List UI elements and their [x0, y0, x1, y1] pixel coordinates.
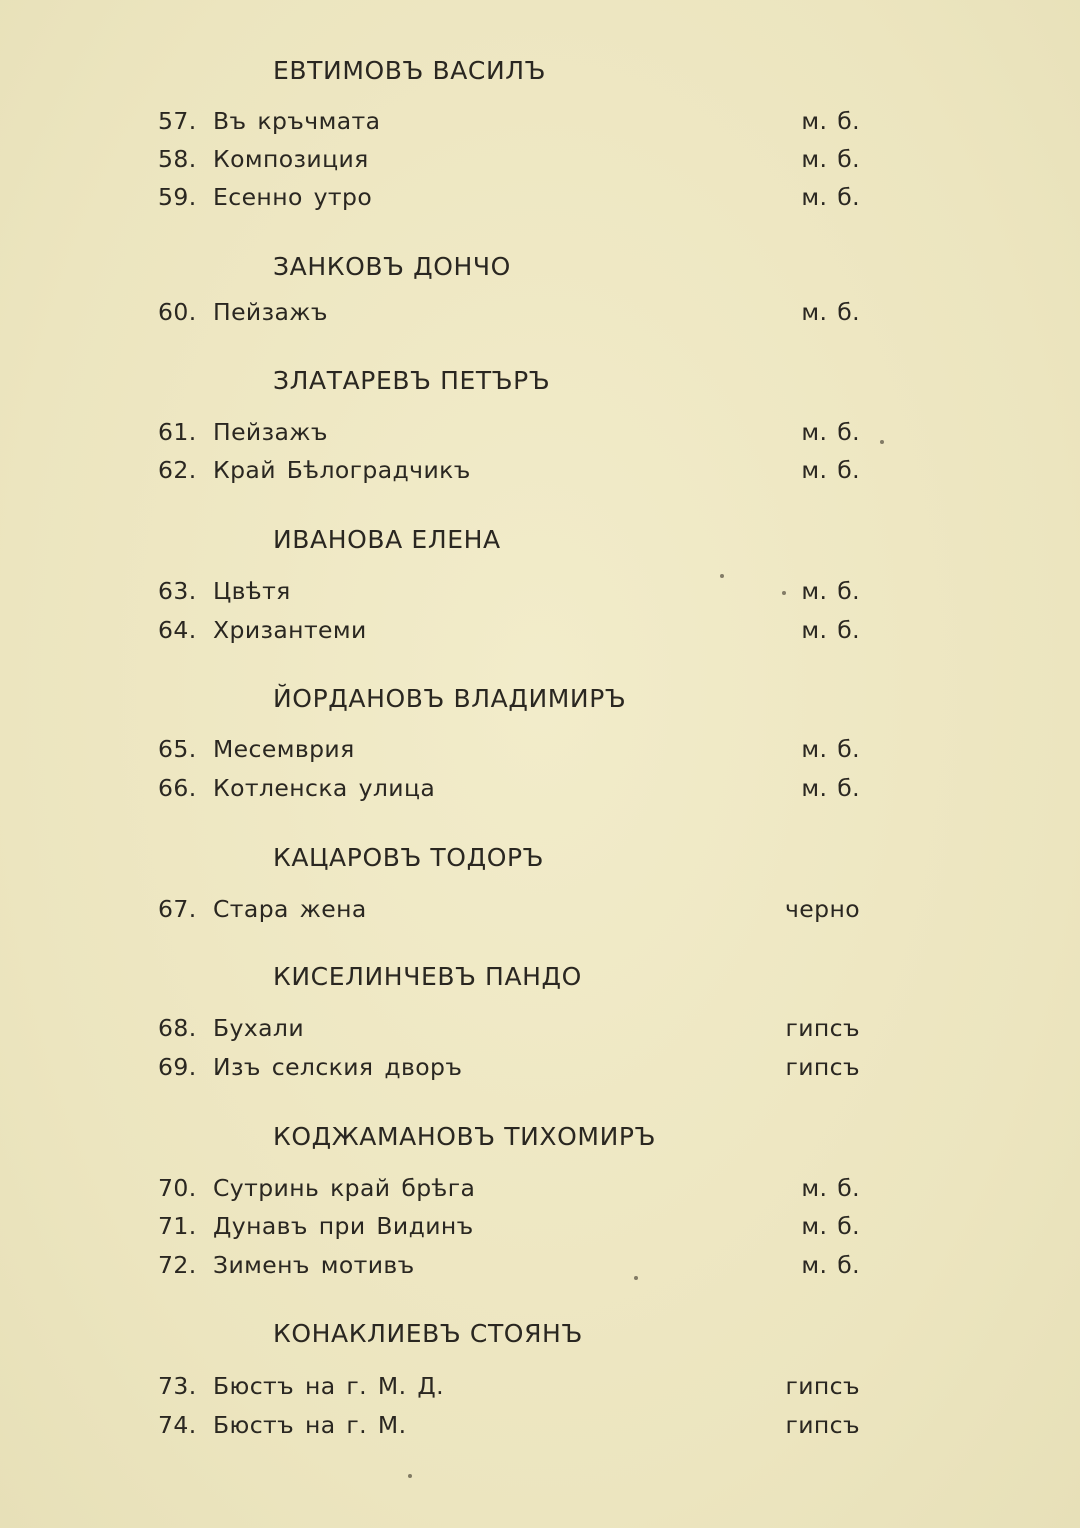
entry-medium: м. б.: [801, 456, 860, 484]
entry-title: Хризантеми: [213, 616, 367, 644]
entry-medium: м. б.: [801, 1251, 860, 1279]
artist-heading: ЕВТИМОВЪ ВАСИЛЪ: [273, 56, 547, 85]
catalog-entry: [158, 1250, 860, 1280]
artist-heading: ЗАНКОВЪ ДОНЧО: [273, 252, 511, 281]
entry-medium: черно: [784, 895, 860, 923]
entry-medium: гипсъ: [785, 1411, 860, 1439]
entry-medium: м. б.: [801, 107, 860, 135]
entry-title: Пейзажъ: [213, 298, 328, 326]
catalog-entry: [158, 182, 860, 212]
entry-medium: гипсъ: [785, 1372, 860, 1400]
entry-number: 62.: [158, 456, 197, 484]
entry-title: Месемврия: [213, 735, 355, 763]
catalog-entry: [158, 1013, 860, 1043]
entry-title: Зименъ мотивъ: [213, 1251, 415, 1279]
entry-medium: м. б.: [801, 616, 860, 644]
entry-number: 73.: [158, 1372, 197, 1400]
entry-number: 58.: [158, 145, 197, 173]
catalog-entry: [158, 894, 860, 924]
artist-heading: КАЦАРОВЪ ТОДОРЪ: [273, 843, 545, 872]
entry-title: Цвѣтя: [213, 577, 291, 605]
entry-number: 57.: [158, 107, 197, 135]
entry-title: Край Бѣлоградчикъ: [213, 456, 471, 484]
entry-title: Сутринь край брѣга: [213, 1174, 476, 1202]
entry-number: 59.: [158, 183, 197, 211]
entry-medium: м. б.: [801, 183, 860, 211]
catalog-entry: [158, 734, 860, 764]
entry-title: Бухали: [213, 1014, 305, 1042]
entry-title: Стара жена: [213, 895, 367, 923]
entry-number: 64.: [158, 616, 197, 644]
entry-medium: м. б.: [801, 774, 860, 802]
paper-speck: [782, 591, 786, 595]
catalog-entry: [158, 1052, 860, 1082]
entry-number: 68.: [158, 1014, 197, 1042]
catalog-entry: [158, 417, 860, 447]
entry-title: Въ кръчмата: [213, 107, 381, 135]
artist-heading: КОНАКЛИЕВЪ СТОЯНЪ: [273, 1319, 583, 1348]
entry-number: 61.: [158, 418, 197, 446]
entry-number: 67.: [158, 895, 197, 923]
entry-number: 65.: [158, 735, 197, 763]
entry-title: Есенно утро: [213, 183, 373, 211]
entry-number: 63.: [158, 577, 197, 605]
entry-title: Пейзажъ: [213, 418, 328, 446]
artist-heading: КОДЖАМАНОВЪ ТИХОМИРЪ: [273, 1122, 656, 1151]
entry-title: Изъ селския дворъ: [213, 1053, 463, 1081]
catalog-entry: [158, 1173, 860, 1203]
catalog-entry: [158, 1211, 860, 1241]
entry-title: Котленска улица: [213, 774, 436, 802]
paper-speck: [880, 440, 884, 444]
artist-heading: КИСЕЛИНЧЕВЪ ПАНДО: [273, 962, 582, 991]
entry-number: 72.: [158, 1251, 197, 1279]
paper-speck: [720, 574, 724, 578]
entry-title: Композиция: [213, 145, 369, 173]
catalog-entry: [158, 1371, 860, 1401]
entry-medium: м. б.: [801, 577, 860, 605]
entry-title: Бюстъ на г. М. Д.: [213, 1372, 444, 1400]
entry-medium: гипсъ: [785, 1053, 860, 1081]
entry-number: 70.: [158, 1174, 197, 1202]
catalog-entry: [158, 455, 860, 485]
entry-medium: м. б.: [801, 1174, 860, 1202]
catalog-entry: [158, 297, 860, 327]
entry-medium: м. б.: [801, 735, 860, 763]
entry-number: 74.: [158, 1411, 197, 1439]
entry-medium: м. б.: [801, 1212, 860, 1240]
entry-number: 60.: [158, 298, 197, 326]
artist-heading: ИВАНОВА ЕЛЕНА: [273, 525, 501, 554]
catalog-entry: [158, 1410, 860, 1440]
entry-number: 69.: [158, 1053, 197, 1081]
entry-medium: м. б.: [801, 145, 860, 173]
entry-number: 66.: [158, 774, 197, 802]
entry-medium: гипсъ: [785, 1014, 860, 1042]
catalog-entry: [158, 615, 860, 645]
entry-medium: м. б.: [801, 298, 860, 326]
catalog-entry: [158, 773, 860, 803]
paper-speck: [408, 1474, 412, 1478]
entry-title: Бюстъ на г. М.: [213, 1411, 407, 1439]
entry-number: 71.: [158, 1212, 197, 1240]
catalog-entry: [158, 144, 860, 174]
catalog-entry: [158, 106, 860, 136]
paper-speck: [634, 1276, 638, 1280]
entry-title: Дунавъ при Видинъ: [213, 1212, 474, 1240]
entry-medium: м. б.: [801, 418, 860, 446]
catalog-entry: [158, 576, 860, 606]
artist-heading: ЗЛАТАРЕВЪ ПЕТЪРЪ: [273, 366, 551, 395]
artist-heading: ЙОРДАНОВЪ ВЛАДИМИРЪ: [273, 684, 627, 713]
